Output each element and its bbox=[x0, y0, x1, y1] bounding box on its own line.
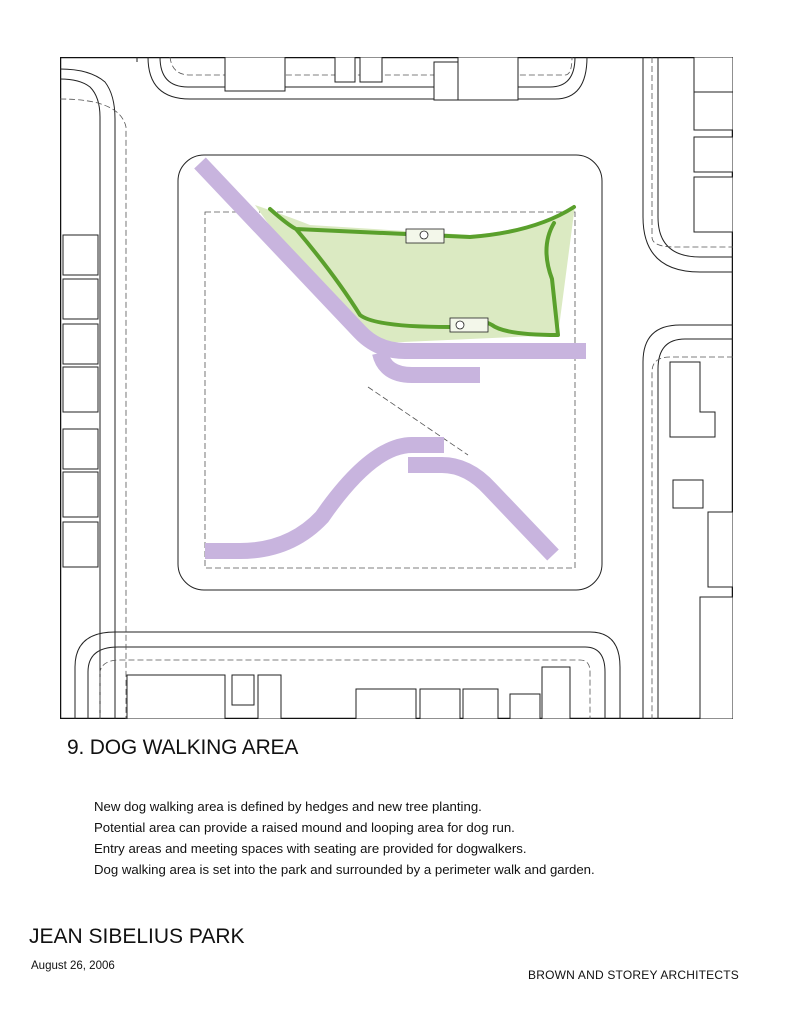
park-name: JEAN SIBELIUS PARK bbox=[29, 925, 245, 948]
plan-frame bbox=[61, 58, 733, 719]
note-item: Entry areas and meeting spaces with seating are provided for dogwalkers. bbox=[94, 841, 527, 856]
site-plan-drawing bbox=[60, 57, 733, 719]
notes-list bbox=[94, 796, 595, 880]
note-item: Potential area can provide a raised mound and looping area for dog run. bbox=[94, 820, 515, 835]
firm-name: BROWN AND STOREY ARCHITECTS bbox=[528, 968, 739, 982]
note-item: Dog walking area is set into the park and surrounded by a perimeter walk and garden. bbox=[94, 862, 595, 877]
note-item: New dog walking area is defined by hedges and new tree planting. bbox=[94, 799, 482, 814]
section-heading: 9. DOG WALKING AREA bbox=[67, 736, 299, 759]
document-date: August 26, 2006 bbox=[31, 960, 115, 972]
site-plan bbox=[60, 57, 733, 719]
